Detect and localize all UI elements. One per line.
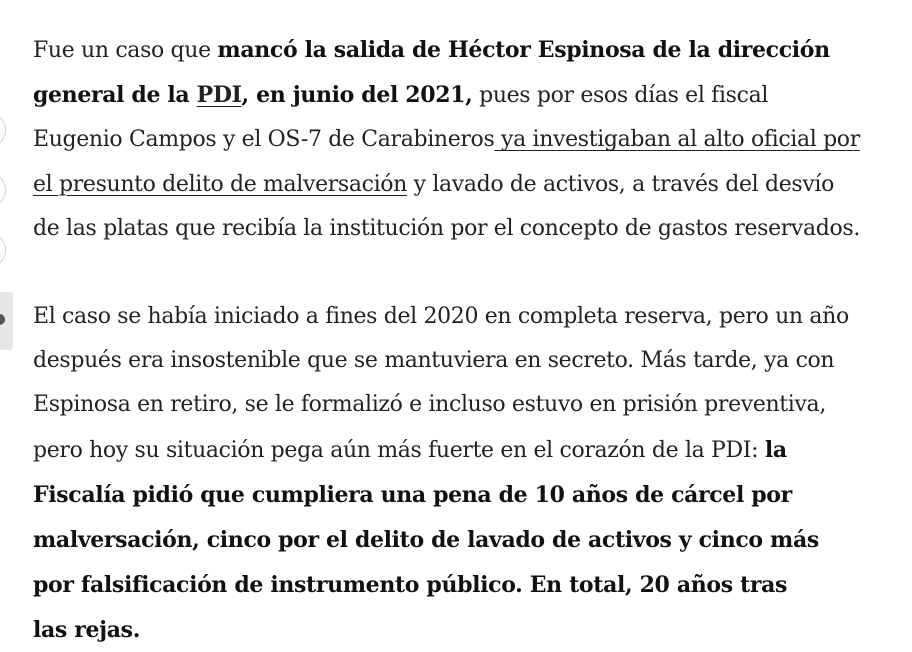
side-tab-handle-icon [0, 314, 5, 325]
paragraph-1-line-5: de las platas que recibía la institución por el concepto de gastos reservados. [33, 215, 860, 241]
paragraph-2-line-6: malversación, cinco por el delito de lavado de activos y cinco más [33, 527, 819, 554]
paragraph-2-line-7: por falsificación de instrumento público. En total, 20 años tras [33, 572, 788, 599]
article-body [33, 28, 883, 652]
share-button-2[interactable] [0, 172, 6, 208]
investigation-link-continued[interactable]: el presunto delito de malversación [33, 171, 407, 197]
share-buttons-rail [0, 112, 6, 292]
pdi-link[interactable]: PDI [196, 82, 242, 109]
paragraph-2-line-2: después era insostenible que se mantuviera en secreto. Más tarde, ya con [33, 348, 835, 374]
share-button-1[interactable] [0, 112, 6, 148]
paragraph-2-line-3: Espinosa en retiro, se le formalizó e incluso estuvo en prisión preventiva, [33, 392, 826, 418]
share-button-3[interactable] [0, 232, 6, 268]
paragraph-1-line-2: general de la PDI, en junio del 2021, pues por esos días el fiscal [33, 82, 769, 109]
paragraph-2-line-1: El caso se había iniciado a fines del 2020 en completa reserva, pero un año [33, 304, 849, 330]
paragraph-2-line-8: las rejas. [33, 617, 141, 644]
paragraph-1-line-4: el presunto delito de malversación y lavado de activos, a través del desvío [33, 171, 834, 197]
paragraph-2-line-4: pero hoy su situación pega aún más fuerte en el corazón de la PDI: la [33, 436, 787, 463]
investigation-link[interactable]: ya investigaban al alto oficial por [494, 127, 860, 153]
paragraph-1-line-3: Eugenio Campos y el OS-7 de Carabineros ya investigaban al alto oficial por [33, 127, 860, 153]
side-tab[interactable] [0, 292, 13, 350]
paragraph-1-line-1: Fue un caso que mancó la salida de Héctor Espinosa de la dirección [33, 37, 830, 63]
paragraph-2 [33, 295, 883, 652]
paragraph-2-line-5: Fiscalía pidió que cumpliera una pena de 10 años de cárcel por [33, 481, 792, 508]
paragraph-1 [33, 28, 883, 251]
